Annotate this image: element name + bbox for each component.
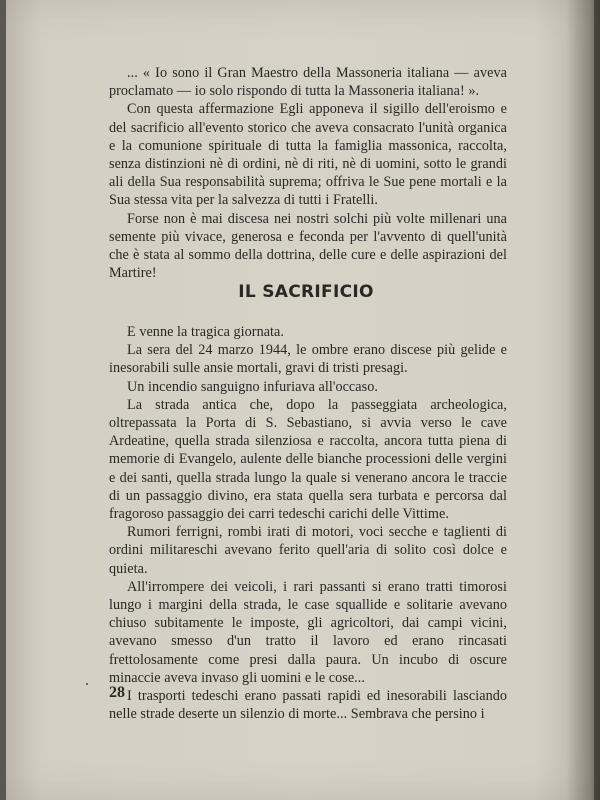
- paragraph: Forse non è mai discesa nei nostri solchi più volte millenari una semente più vivace, generosa e feconda per l'avvento di quell'unità che è stata al sommo della dottrina, delle cure e delle aspirazioni del Martire!: [109, 210, 507, 282]
- ink-speck: [86, 683, 88, 685]
- paragraph: Con questa affermazione Egli apponeva il sigillo dell'eroismo e del sacrificio all'evento storico che aveva consacrato l'unità organica e la comunione spirituale di tutta la famiglia massonica, raccolta, senza distinzioni nè di ordini, nè di riti, nè di uomini, sotto le grandi ali della Sua responsabilità suprema; offriva le Sue pene mortali e la Sua stessa vita per la salvezza di tutti i Fratelli.: [109, 101, 507, 209]
- intro-text-block: [109, 64, 507, 282]
- paragraph: All'irrompere dei veicoli, i rari passanti si erano tratti timorosi lungo i margini della strada, le case squallide e solitarie avevano chiuso subitamente le imposte, gli agricoltori, dai campi vicini, avevano smesso d'un tratto il lavoro ed erano rincasati frettolosamente come presi dalla paura. Un incubo di oscure minaccie aveva invaso gli uomini e le cose...: [109, 578, 507, 686]
- paragraph: E venne la tragica giornata.: [127, 324, 284, 340]
- section-heading: IL SACRIFICIO: [238, 282, 374, 302]
- paragraph: La strada antica che, dopo la passeggiata archeologica, oltrepassata la Porta di S. Sebastiano, si avvia verso le cave Ardeatine, quella strada silenziosa e raccolta, ancora tutta piena di memorie di Evangelo, aulente delle bianche processioni delle vergini e dei santi, quella strada lungo la quale si venerano ancora le traccie di un passaggio divino, era stata quella sera turbata e percorsa dal fragoroso passaggio dei carri tedeschi carichi delle Vittime.: [109, 396, 507, 523]
- paragraph: Rumori ferrigni, rombi irati di motori, voci secche e taglienti di ordini militareschi avevano ferito quell'aria di solito così dolce e quieta.: [109, 524, 507, 577]
- section-text-block: [109, 323, 507, 723]
- paragraph: La sera del 24 marzo 1944, le ombre erano discese più gelide e inesorabili sulle ansie mortali, gravi di tristi presagi.: [109, 342, 507, 377]
- page-gutter-shadow: [566, 0, 600, 800]
- paragraph: Un incendio sanguigno infuriava all'occaso.: [127, 378, 378, 395]
- page-number: 28: [109, 684, 125, 701]
- paragraph: ... « Io sono il Gran Maestro della Massoneria italiana — aveva proclamato — io solo rispondo di tutta la Massoneria italiana! ».: [109, 65, 507, 100]
- paragraph: I trasporti tedeschi erano passati rapidi ed inesorabili lasciando nelle strade deserte un silenzio di morte... Sembrava che persino i: [109, 688, 507, 723]
- book-page: [6, 0, 594, 800]
